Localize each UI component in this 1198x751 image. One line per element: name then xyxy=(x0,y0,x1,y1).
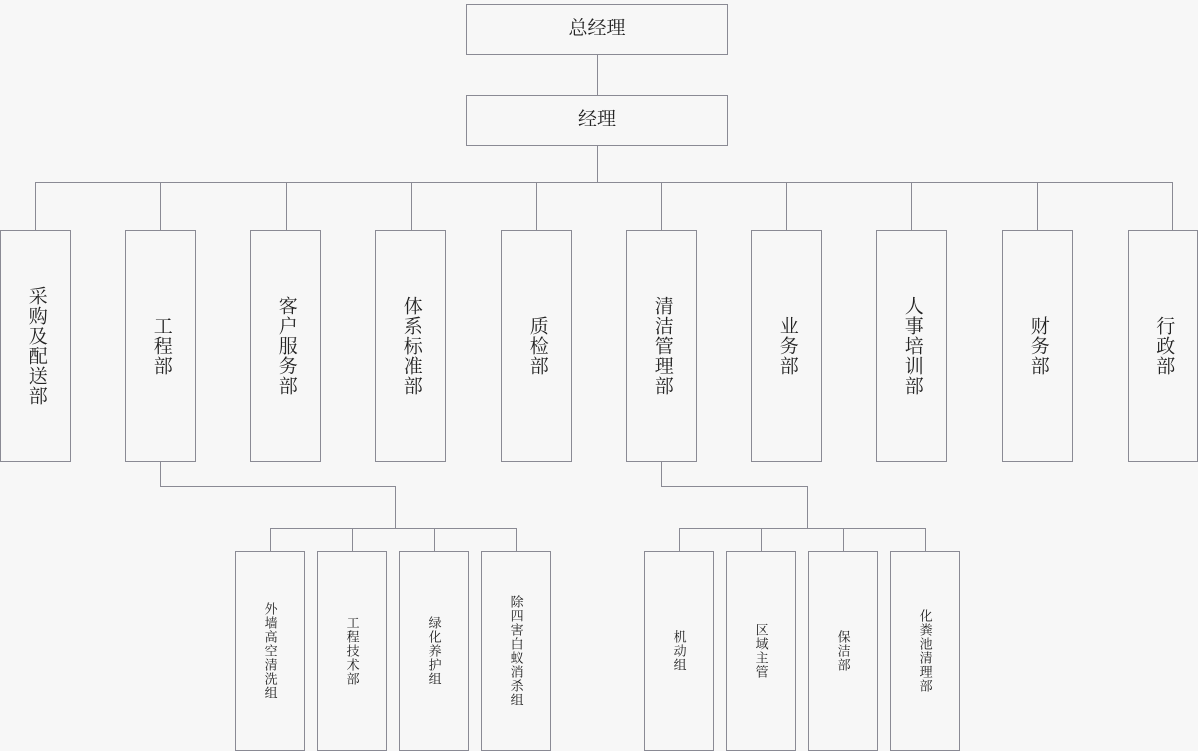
node-label: 人事培训部 xyxy=(901,296,923,396)
node-department-engineering[interactable] xyxy=(125,230,196,462)
drop-eng-sub-1 xyxy=(270,528,271,551)
node-department-hr-training[interactable] xyxy=(876,230,947,462)
drop-eng-sub-2 xyxy=(352,528,353,551)
node-label: 机动组 xyxy=(671,630,687,672)
department-bus xyxy=(35,182,1172,183)
node-subunit-exterior-wall-cleaning[interactable] xyxy=(235,551,305,751)
node-label: 工程技术部 xyxy=(344,616,360,686)
node-label: 化粪池清理部 xyxy=(917,609,933,693)
drop-dept-2 xyxy=(160,182,161,230)
connector-cleaning-down xyxy=(661,462,662,486)
node-label: 行政部 xyxy=(1153,316,1175,376)
drop-dept-10 xyxy=(1172,182,1173,230)
node-department-cleaning-management[interactable] xyxy=(626,230,697,462)
drop-dept-5 xyxy=(536,182,537,230)
drop-clean-sub-2 xyxy=(761,528,762,551)
node-label: 保洁部 xyxy=(835,630,851,672)
node-label: 财务部 xyxy=(1027,316,1049,376)
connector-engineering-down xyxy=(160,462,161,486)
node-subunit-pest-termite-control[interactable] xyxy=(481,551,551,751)
node-general-manager[interactable] xyxy=(466,4,728,55)
node-subunit-engineering-technology[interactable] xyxy=(317,551,387,751)
node-label: 体系标准部 xyxy=(400,296,422,396)
node-department-business[interactable] xyxy=(751,230,822,462)
node-subunit-housekeeping[interactable] xyxy=(808,551,878,751)
connector-gm-to-manager xyxy=(597,55,598,95)
node-subunit-landscaping[interactable] xyxy=(399,551,469,751)
node-subunit-area-supervisor[interactable] xyxy=(726,551,796,751)
cleaning-sub-bus xyxy=(679,528,925,529)
drop-clean-sub-3 xyxy=(843,528,844,551)
drop-dept-7 xyxy=(786,182,787,230)
node-manager[interactable] xyxy=(466,95,728,146)
node-department-system-standards[interactable] xyxy=(375,230,446,462)
drop-dept-1 xyxy=(35,182,36,230)
drop-eng-sub-3 xyxy=(434,528,435,551)
drop-dept-4 xyxy=(411,182,412,230)
node-subunit-septic-tank-cleaning[interactable] xyxy=(890,551,960,751)
node-label: 业务部 xyxy=(776,316,798,376)
drop-dept-9 xyxy=(1037,182,1038,230)
engineering-sub-bus xyxy=(270,528,516,529)
drop-dept-3 xyxy=(286,182,287,230)
node-department-purchasing-delivery[interactable] xyxy=(0,230,71,462)
drop-clean-sub-4 xyxy=(925,528,926,551)
connector-cleaning-elbow xyxy=(661,486,807,487)
node-department-quality-inspection[interactable] xyxy=(501,230,572,462)
node-subunit-mobile-team[interactable] xyxy=(644,551,714,751)
connector-cleaning-elbow-drop xyxy=(807,486,808,528)
node-label: 外墙高空清洗组 xyxy=(262,602,278,700)
node-label: 除四害白蚁消杀组 xyxy=(508,595,524,707)
connector-engineering-elbow xyxy=(160,486,395,487)
node-label: 总经理 xyxy=(568,18,626,40)
node-department-administration[interactable] xyxy=(1128,230,1198,462)
node-label: 区域主管 xyxy=(753,623,769,679)
node-label: 清洁管理部 xyxy=(651,296,673,396)
connector-manager-down xyxy=(597,146,598,182)
node-label: 客户服务部 xyxy=(275,296,297,396)
connector-engineering-elbow-drop xyxy=(395,486,396,528)
node-label: 经理 xyxy=(577,109,616,131)
node-department-customer-service[interactable] xyxy=(250,230,321,462)
drop-dept-6 xyxy=(661,182,662,230)
node-label: 采购及配送部 xyxy=(25,286,47,406)
node-label: 工程部 xyxy=(150,316,172,376)
drop-clean-sub-1 xyxy=(679,528,680,551)
drop-eng-sub-4 xyxy=(516,528,517,551)
node-label: 质检部 xyxy=(526,316,548,376)
node-department-finance[interactable] xyxy=(1002,230,1073,462)
node-label: 绿化养护组 xyxy=(426,616,442,686)
drop-dept-8 xyxy=(911,182,912,230)
